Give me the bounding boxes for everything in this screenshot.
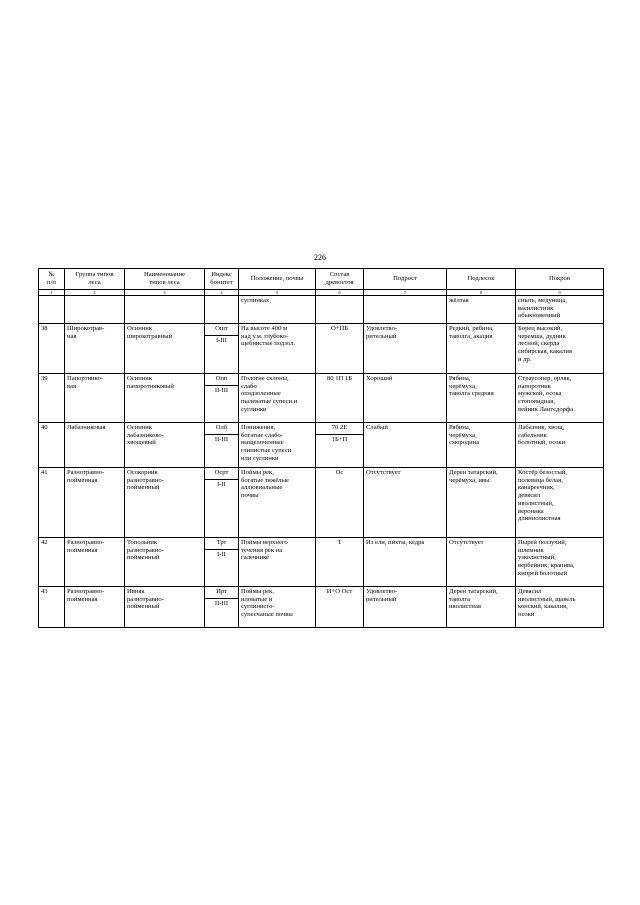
cell-group: Разнотравно- пойменная [65,587,125,628]
cell-composition: Ос [316,468,364,538]
col-number: 8 [447,290,516,296]
table-row [39,374,604,386]
cell-index: Трт [205,538,239,550]
cell-regrowth: Из ели, пихты, кедра [364,538,447,587]
cell-composition: 1Б+П [316,435,364,468]
col-header-index: Индекс бонитет [205,269,239,290]
forest-types-table [38,268,604,628]
table-row [39,587,604,599]
cell-bonitet: I-II [205,550,239,587]
cell-name [125,296,205,324]
cell-cover: Пырей ползучий, шлемник узколистный, вербейник, крапива, кипрей болотный [516,538,604,587]
col-header-cover: Покров [516,269,604,290]
cell-undergrowth: Рябина, черёмуха, смородина [447,423,516,468]
cell-bonitet: I-II [205,480,239,538]
page-number: 226 [314,253,326,262]
cell-undergrowth: Отсутствует [447,538,516,587]
cell-composition: И+О Ост [316,587,364,628]
table-row [39,423,604,435]
cell-regrowth: Удовлетво- рительный [364,324,447,374]
cell-group: Разнотравно- пойменная [65,468,125,538]
cell-position: суглинках [239,296,316,324]
continuation-row [39,296,604,324]
cell-name: Осинник лабазниково- хвощевый [125,423,205,468]
table-row [39,538,604,550]
cell-cover: Лабазник, хвощ, сабельник болотный, осоки [516,423,604,468]
col-header-composition: Состав древостоя [316,269,364,290]
cell-bonitet: I-III [205,336,239,374]
col-number: 2 [65,290,125,296]
cell-name: Осокорник разнотравно- пойменный [125,468,205,538]
cell-position: Поймы рек, богатые тяжёлые аллювиальные почвы [239,468,316,538]
cell-regrowth: Отсутствует [364,468,447,538]
cell-undergrowth: Дерен татарский, черёмуха, ивы [447,468,516,538]
cell-num: 42 [39,538,65,587]
cell-bonitet: II-III [205,435,239,468]
cell-index: Олб [205,423,239,435]
cell-position: Поймы верхнего течения рек на галечнике [239,538,316,587]
cell-name: Ивняк разнотравно- пойменный [125,587,205,628]
col-header-name: Наименование типов леса [125,269,205,290]
cell-regrowth: Слабый [364,423,447,468]
table-row [39,324,604,336]
col-header-undergrowth: Подлесок [447,269,516,290]
cell-composition: О+ПБ [316,324,364,374]
cell-cover: Костёр безостый, полевица белая, канареечник, девясил иволистный, вероника длиннолистная [516,468,604,538]
cell-undergrowth: Рябина, черёмуха, таволга средняя [447,374,516,423]
col-header-regrowth: Подрост [364,269,447,290]
col-header-num: № п/п [39,269,65,290]
cell-undergrowth: жёлтая [447,296,516,324]
cell-position: Понижения, богатые слабо- выщелоченные глинистые супеси или суглинки [239,423,316,468]
cell-composition: 70 2Е [316,423,364,435]
col-number: 9 [516,290,604,296]
cell-name: Осинник широкотравный [125,324,205,374]
col-number: 7 [364,290,447,296]
col-number: 6 [316,290,364,296]
cell-position: Пологие склоны, слабо оподзоленные пылеватые супеси и суглинки [239,374,316,423]
cell-undergrowth: Дерен татарский, таволга иволистная [447,587,516,628]
cell-cover: Борец высокий, черемша, дудник лесной, скерда сибирская, какалия и др. [516,324,604,374]
cell-num: 43 [39,587,65,628]
cell-index [205,296,239,324]
cell-num: 38 [39,324,65,374]
table-row [39,468,604,480]
cell-bonitet: II-III [205,386,239,423]
cell-group: Разнотравно- пойменная [65,538,125,587]
cell-cover: Страусопер, орляк, папоротник мужской, осока стоповидная, вейник Лангсдорфа [516,374,604,423]
cell-num: 39 [39,374,65,423]
cell-name: Осинник папоротниковый [125,374,205,423]
cell-composition: 80 1П 1Б [316,374,364,423]
col-number: 1 [39,290,65,296]
cell-group: Широкотрав- ная [65,324,125,374]
cell-group: Лабазниковая [65,423,125,468]
cell-bonitet: II-III [205,599,239,628]
col-number: 3 [125,290,205,296]
col-number: 5 [239,290,316,296]
cell-num: 40 [39,423,65,468]
cell-index: Ошт [205,324,239,336]
col-header-position: Положение, почвы [239,269,316,290]
cell-index: Ирт [205,587,239,599]
cell-regrowth: Удовлетво- рительный [364,587,447,628]
cell-cover: сныть, медуница, василистник обыкновенный [516,296,604,324]
cell-group [65,296,125,324]
cell-regrowth [364,296,447,324]
cell-composition: Т [316,538,364,587]
cell-name: Топольник разнотравно- пойменный [125,538,205,587]
cell-undergrowth: Редкий, рябина, таволга, акация [447,324,516,374]
cell-index: Осрт [205,468,239,480]
col-header-group: Группа типов леса [65,269,125,290]
cell-regrowth: Хороший [364,374,447,423]
col-number: 4 [205,290,239,296]
cell-num [39,296,65,324]
cell-cover: Девясил иволистный, щавель конский, какалия, осоки [516,587,604,628]
cell-position: На высоте 400 м над у.м. глубоко- щебнистые подзол. [239,324,316,374]
cell-group: Папортнико- вая [65,374,125,423]
cell-num: 41 [39,468,65,538]
cell-position: Поймы рек, иловатые и суглинисто- супесчаные почвы [239,587,316,628]
header-row [39,269,604,290]
cell-composition [316,296,364,324]
cell-index: Опп [205,374,239,386]
